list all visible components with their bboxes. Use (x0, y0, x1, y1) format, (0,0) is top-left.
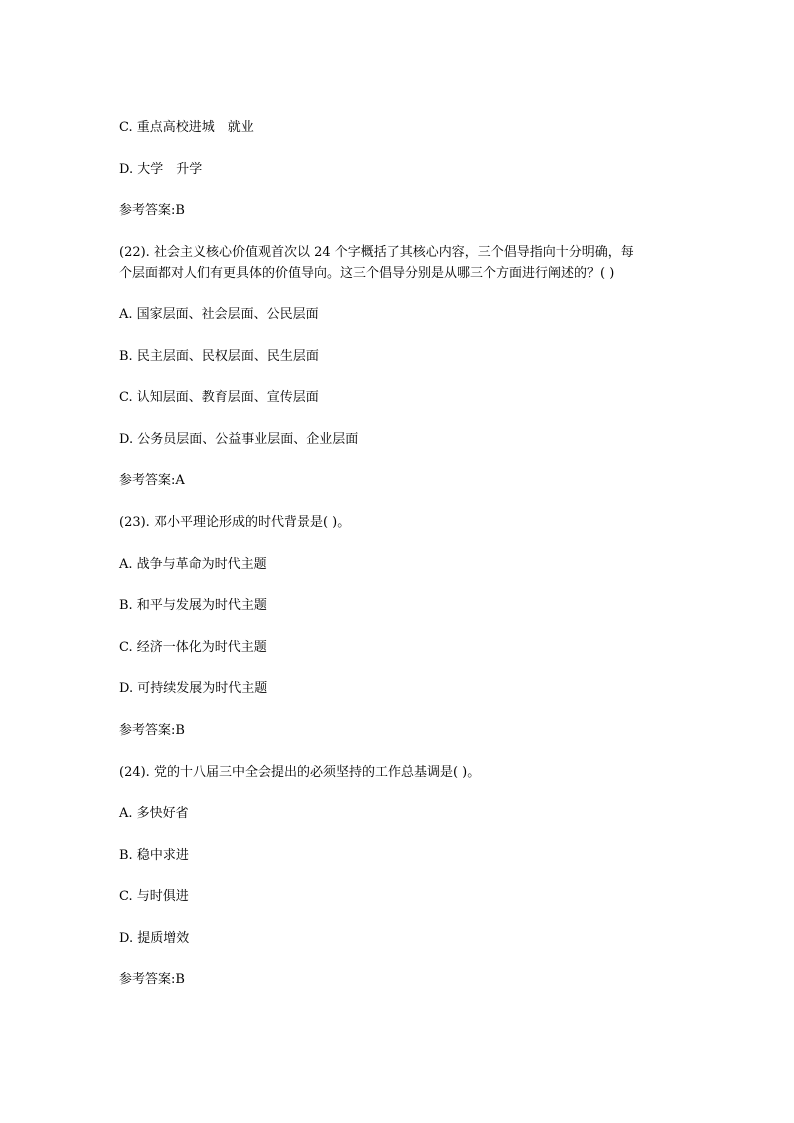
question-22-stem-line-1: (22). 社会主义核心价值观首次以 24 个字概括了其核心内容，三个倡导指向十分明确，每 (119, 245, 634, 260)
question-22-option-b: B. 民主层面、民权层面、民生层面 (119, 349, 319, 364)
question-24-option-d: D. 提质增效 (119, 931, 190, 946)
option-c: C. 重点高校进城 就业 (119, 120, 254, 135)
question-23-answer: 参考答案:B (119, 723, 185, 738)
question-22-option-c: C. 认知层面、教育层面、宣传层面 (119, 390, 319, 405)
question-23-option-d: D. 可持续发展为时代主题 (119, 681, 268, 696)
question-23-stem: (23). 邓小平理论形成的时代背景是( )。 (119, 515, 351, 530)
question-24-option-a: A. 多快好省 (119, 806, 189, 821)
option-d: D. 大学 升学 (119, 162, 203, 177)
question-23-option-a: A. 战争与革命为时代主题 (119, 557, 267, 572)
question-23-option-c: C. 经济一体化为时代主题 (119, 640, 267, 655)
question-24-option-c: C. 与时俱进 (119, 889, 189, 904)
answer-text: 参考答案:B (119, 203, 185, 218)
question-22-option-a: A. 国家层面、社会层面、公民层面 (119, 307, 319, 322)
question-24-stem: (24). 党的十八届三中全会提出的必须坚持的工作总基调是( )。 (119, 765, 481, 780)
question-22-answer: 参考答案:A (119, 473, 185, 488)
question-22-option-d: D. 公务员层面、公益事业层面、企业层面 (119, 432, 359, 447)
question-24-answer: 参考答案:B (119, 972, 185, 987)
question-22-stem-line-2: 个层面都对人们有更具体的价值导向。这三个倡导分别是从哪三个方面进行阐述的？( ) (119, 266, 615, 281)
question-24-option-b: B. 稳中求进 (119, 848, 189, 863)
question-23-option-b: B. 和平与发展为时代主题 (119, 598, 267, 613)
